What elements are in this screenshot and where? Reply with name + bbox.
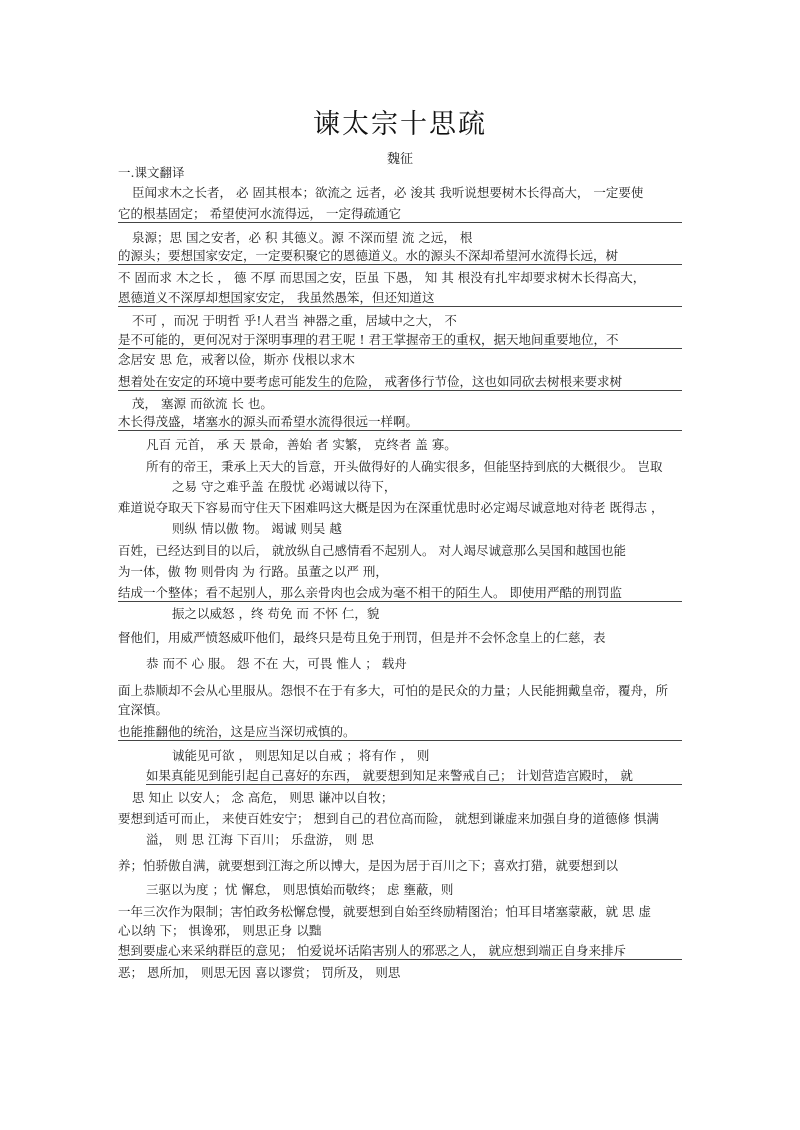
document-title: 谏太宗十思疏 [313,109,487,140]
text-line: 三驱以为度 ；忧 懈怠， 则思慎始而敬终； 虑 壅蔽，则 [146,882,454,897]
text-line: 心以纳 下； 惧谗邪， 则思正身 以黜 [118,923,322,938]
text-line: 也能推翻他的统治，这是应当深切戒慎的。 [118,724,682,741]
text-line: 的源头；要想国家安定，一定要积聚它的恩德道义。水的源头不深却希望河水流得长远，树 [118,248,682,265]
text-line: 想着处在安定的环境中要考虑可能发生的危险， 戒奢侈行节俭，这也如同砍去树根来要求树 [118,374,682,391]
text-line: 思 知止 以安人； 念 高危， 则思 谦冲以自牧； [132,790,394,805]
text-line: 泉源；思 国之安者，必 积 其德义。源 不深而望 流 之远， 根 [132,230,473,245]
text-line: 面上恭顺却不会从心里服从。怨恨不在于有多大，可怕的是民众的力量；人民能拥戴皇帝，覆舟，所 [118,683,669,698]
text-line: 不 固而求 木之长 ， 德 不厚 而思国之安，臣虽 下愚， 知 其 根没有扎牢却要求树木长得高大， [118,270,646,285]
text-line: 为一体，傲 物 则骨肉 为 行路。虽董之以严 刑， [118,564,388,579]
text-line: 溢， 则 思 江海 下百川； 乐盘游， 则 思 [146,832,374,847]
text-line: 之易 守之难乎盖 在殷忧 必竭诚以待下， [172,479,397,494]
text-line: 恭 而不 心 服。 怨 不在 大，可畏 惟人 ； 载舟 [146,656,407,671]
text-line: 所有的帝王，秉承上天大的旨意，开头做得好的人确实很多，但能坚持到底的大概很少。 岂取 [146,459,663,474]
text-line: 不可 ，而况 于明哲 乎!人君当 神器之重，居域中之大， 不 [132,313,457,328]
text-line: 宜深慎。 [118,702,169,717]
text-line: 恶； 恩所加， 则思无因 喜以谬赏； 罚所及， 则思 [118,965,401,980]
text-line: 木长得茂盛，堵塞水的源头而希望水流得很远一样啊。 [118,414,682,431]
text-line: 养；怕骄傲自满，就要想到江海之所以博大，是因为居于百川之下；喜欢打猎，就要想到以 [118,858,619,873]
text-line: 督他们，用威严愤怒威吓他们，最终只是苟且免于刑罚，但是并不会怀念皇上的仁慈，表 [118,630,606,645]
text-line: 振之以威怒 ，终 苟免 而 不怀 仁，貌 [172,606,380,621]
text-line: 如果真能见到能引起自己喜好的东西， 就要想到知足来警戒自己； 计划营造宫殿时， 就 [146,768,682,785]
text-line: 凡百 元首， 承 天 景命，善始 者 实繁， 克终者 盖 寡。 [146,437,457,452]
text-line: 难道说夺取天下容易而守住天下困难吗这大概是因为在深重忧患时必定竭尽诚意地对待老 既得志 ， [118,500,664,515]
text-line: 要想到适可而止， 来使百姓安宁； 想到自己的君位高而险， 就想到谦虚来加强自身的道德修 惧满 [118,811,659,826]
text-line: 想到要虚心来采纳群臣的意见； 怕爱说坏话陷害别人的邪恶之人， 就应想到端正自身来排斥 [118,943,682,960]
text-line: 念居安 思 危，戒奢以俭，斯亦 伐根以求木 [118,352,355,367]
text-line: 恩德道义不深厚却想国家安定， 我虽然愚笨，但还知道这 [118,290,682,307]
text-line: 是不可能的，更何况对于深明事理的君王呢 ! 君王掌握帝王的重权，据天地间重要地位，不 [118,332,682,349]
text-line: 则纵 情以傲 物。 竭诚 则吴 越 [172,521,342,536]
text-line: 茂， 塞源 而欲流 长 也。 [132,396,273,411]
section-heading: 一.课文翻译 [118,165,185,180]
author-name: 魏征 [386,152,413,167]
text-line: 它的根基固定； 希望使河水流得远， 一定得疏通它 [118,206,682,223]
text-line: 百姓，已经达到目的以后， 就放纵自己感情看不起别人。 对人竭尽诚意那么吴国和越国也能 [118,543,626,558]
text-line: 臣闻求木之长者， 必 固其根本；欲流之 远者，必 浚其 我听说想要树木长得高大， 一定要使 [132,185,644,200]
text-line: 结成一个整体；看不起别人，那么亲骨肉也会成为毫不相干的陌生人。 即使用严酷的刑罚监 [118,585,682,602]
text-line: 诚能见可欲 ， 则思知足以自戒 ；将有作 ， 则 [172,748,430,763]
text-line: 一年三次作为限制；害怕政务松懈怠慢，就要想到自始至终励精图治；怕耳目堵塞蒙蔽，就 思 虚 [118,904,651,919]
